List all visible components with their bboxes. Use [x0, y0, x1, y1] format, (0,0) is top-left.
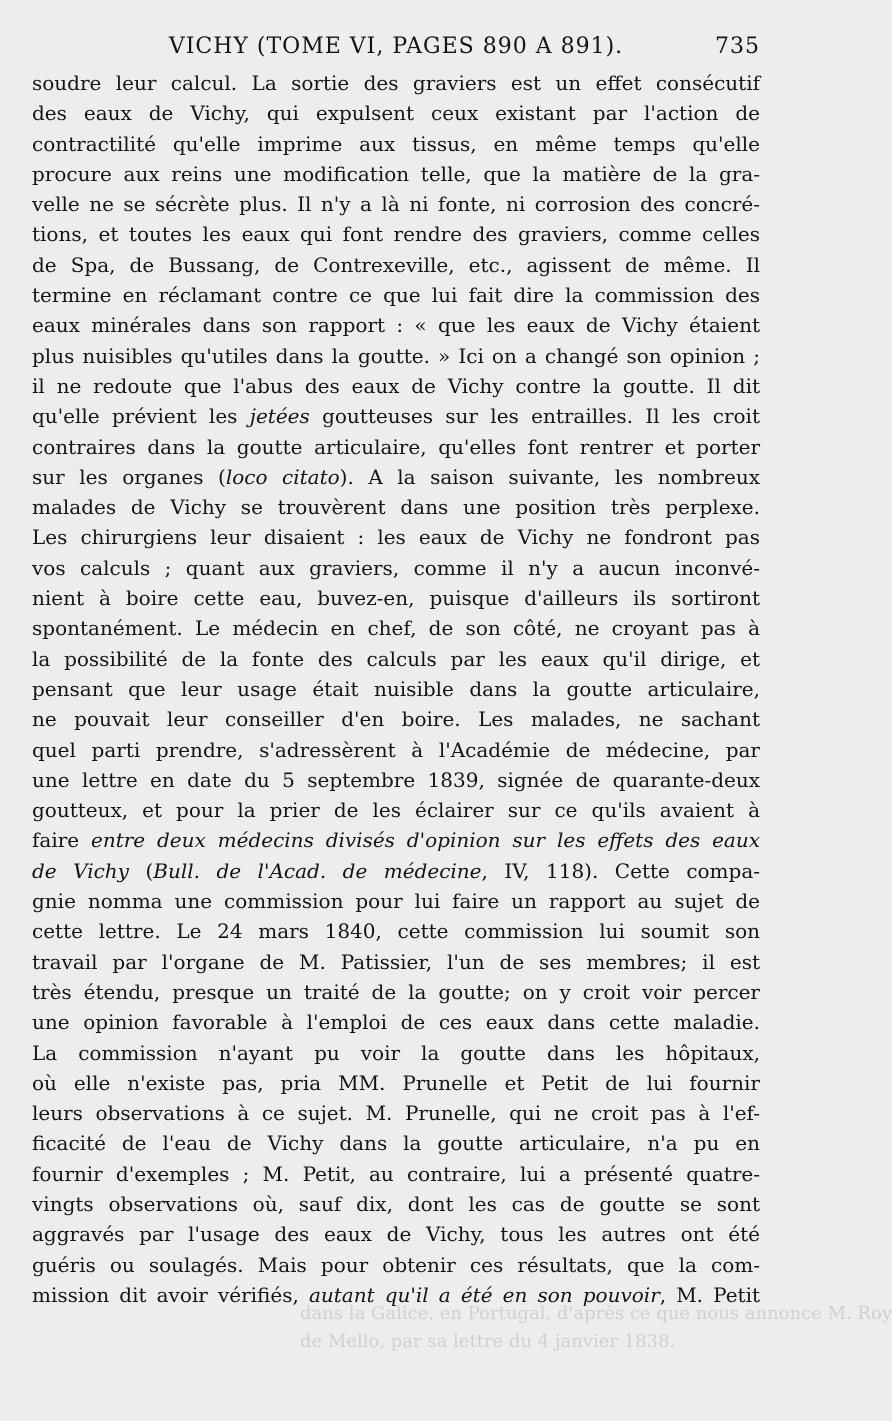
text-line: Les chirurgiens leur disaient : les eaux de Vichy ne fondront pas — [32, 525, 760, 550]
text-line: procure aux reins une modification telle, que la matière de la gra- — [32, 161, 760, 186]
text-line: des eaux de Vichy, qui expulsent ceux existant par l'action de — [32, 101, 760, 126]
text-line: qu'elle prévient les jetées goutteuses sur les entrailles. Il les croit — [32, 404, 760, 429]
text-line: où elle n'existe pas, pria MM. Prunelle et Petit de lui fournir — [32, 1070, 760, 1095]
body-text — [32, 68, 760, 1310]
text-line: travail par l'organe de M. Patissier, l'un de ses membres; il est — [32, 949, 760, 974]
text-line: il ne redoute que l'abus des eaux de Vichy contre la goutte. Il dit — [32, 373, 760, 398]
text-line: vingts observations où, sauf dix, dont les cas de goutte se sont — [32, 1191, 760, 1216]
text-line: velle ne se sécrète plus. Il n'y a là ni fonte, ni corrosion des concré- — [32, 192, 760, 217]
text-line: sur les organes (loco citato). A la saison suivante, les nombreux — [32, 464, 760, 489]
text-line: pensant que leur usage était nuisible dans la goutte articulaire, — [32, 676, 760, 701]
text-line: malades de Vichy se trouvèrent dans une position très perplexe. — [32, 495, 760, 520]
text-line: soudre leur calcul. La sortie des graviers est un effet consécutif — [32, 71, 760, 95]
page-header — [32, 34, 760, 68]
text-line: fournir d'exemples ; M. Petit, au contraire, lui a présenté quatre- — [32, 1161, 760, 1186]
text-line: ne pouvait leur conseiller d'en boire. Les malades, ne sachant — [32, 707, 760, 732]
bleed-through-line: de Mello, par sa lettre du 4 janvier 1838. — [300, 1331, 676, 1352]
text-line: faire entre deux médecins divisés d'opinion sur les effets des eaux — [32, 828, 760, 853]
text-line: plus nuisibles qu'utiles dans la goutte. » Ici on a changé son opinion ; — [32, 343, 760, 368]
text-line: tions, et toutes les eaux qui font rendre des graviers, comme celles — [32, 222, 760, 247]
text-line: vos calculs ; quant aux graviers, comme il n'y a aucun inconvé- — [32, 555, 760, 580]
text-line: nient à boire cette eau, buvez-en, puisque d'ailleurs ils sortiront — [32, 586, 760, 611]
text-line: très étendu, presque un traité de la goutte; on y croit voir percer — [32, 979, 760, 1004]
text-line: La commission n'ayant pu voir la goutte dans les hôpitaux, — [32, 1040, 760, 1065]
text-line: de Spa, de Bussang, de Contrexeville, etc., agissent de même. Il — [32, 252, 760, 277]
text-line: termine en réclamant contre ce que lui fait dire la commission des — [32, 283, 760, 308]
text-line: ficacité de l'eau de Vichy dans la goutte articulaire, n'a pu en — [32, 1131, 760, 1156]
page-number: 735 — [715, 34, 760, 59]
bleed-through-line: dans la Galice, en Portugal, d'après ce que nous annonce M. Roy — [300, 1303, 892, 1324]
text-line: quel parti prendre, s'adressèrent à l'Académie de médecine, par — [32, 737, 760, 762]
text-line: aggravés par l'usage des eaux de Vichy, tous les autres ont été — [32, 1222, 760, 1247]
text-line: contraires dans la goutte articulaire, qu'elles font rentrer et porter — [32, 434, 760, 459]
text-line: guéris ou soulagés. Mais pour obtenir ces résultats, que la com- — [32, 1252, 760, 1277]
text-line: de Vichy (Bull. de l'Acad. de médecine, IV, 118). Cette compa- — [32, 858, 761, 883]
text-line: cette lettre. Le 24 mars 1840, cette commission lui soumit son — [32, 919, 760, 944]
text-line: eaux minérales dans son rapport : « que les eaux de Vichy étaient — [32, 313, 760, 338]
text-line: goutteux, et pour la prier de les éclairer sur ce qu'ils avaient à — [32, 798, 760, 823]
text-line: mission dit avoir vérifiés, autant qu'il a été en son pouvoir, M. Petit — [32, 1282, 761, 1307]
text-line: une lettre en date du 5 septembre 1839, signée de quarante-deux — [32, 767, 760, 792]
text-line: la possibilité de la fonte des calculs par les eaux qu'il dirige, et — [32, 646, 760, 671]
text-line: contractilité qu'elle imprime aux tissus, en même temps qu'elle — [32, 131, 760, 156]
running-title: VICHY (TOME VI, PAGES 890 A 891). — [168, 34, 624, 59]
bleed-through-text — [300, 1300, 892, 1356]
text-line: gnie nomma une commission pour lui faire un rapport au sujet de — [32, 889, 760, 914]
text-line: leurs observations à ce sujet. M. Prunelle, qui ne croit pas à l'ef- — [32, 1101, 760, 1126]
text-line: une opinion favorable à l'emploi de ces eaux dans cette maladie. — [32, 1010, 760, 1035]
text-line: spontanément. Le médecin en chef, de son côté, ne croyant pas à — [32, 616, 760, 641]
